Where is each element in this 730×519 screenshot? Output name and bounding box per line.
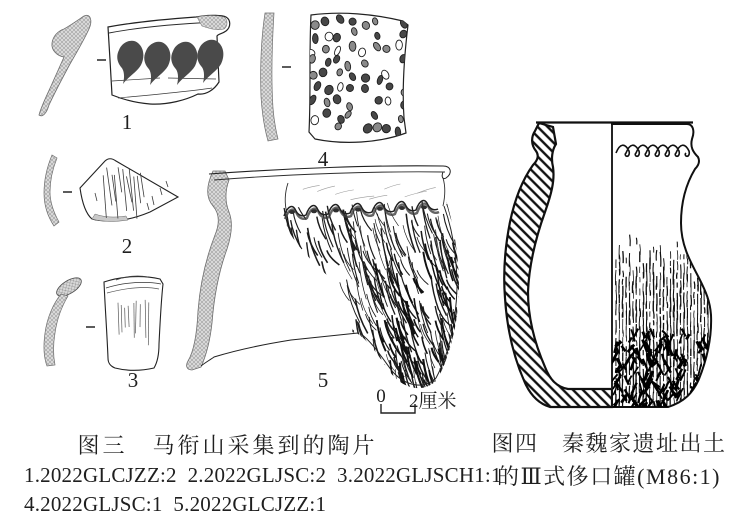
figure4-caption-line-1: 图四 秦魏家遗址出土 [491,431,727,456]
sherd-1-drawing [108,15,230,104]
sherd-5-drawing [201,166,468,419]
sherd-3-drawing [104,276,163,370]
sherd-4-drawing [306,13,410,142]
specimen-number-4: 4 [317,147,329,171]
wavy-applique-ridge [284,201,439,219]
figure4-caption-line-2: 的Ⅲ式侈口罐(M86:1) [496,464,722,489]
jar-drawing [504,123,711,416]
scale-zero-label: 0 [376,386,386,407]
sherd-5-section-drawing [187,171,232,370]
sherd-1-section-drawing [39,15,91,115]
scale-unit-label: 2厘米 [409,391,457,412]
jar-section-wall [504,123,612,407]
sherd-2-section-drawing [44,155,59,226]
figure3-caption: 图三 马衔山采集到的陶片 [77,433,378,458]
specimen-number-3: 3 [127,368,139,392]
specimen-number-1: 1 [121,110,133,134]
figure3-catalog-line-1: 1.2022GLCJZZ:2 2.2022GLJSC:2 3.2022GLJSCH1:1 [24,463,502,487]
specimen-number-2: 2 [121,234,133,258]
faint-scratch-marks [303,184,436,200]
figure3-catalog-line-2: 4.2022GLJSC:1 5.2022GLCJZZ:1 [24,492,327,516]
sherd-2-drawing [80,159,178,222]
specimen-number-5: 5 [317,368,329,392]
sherd-4-section-drawing [261,13,278,141]
sherd-3-section-drawing [44,274,84,366]
